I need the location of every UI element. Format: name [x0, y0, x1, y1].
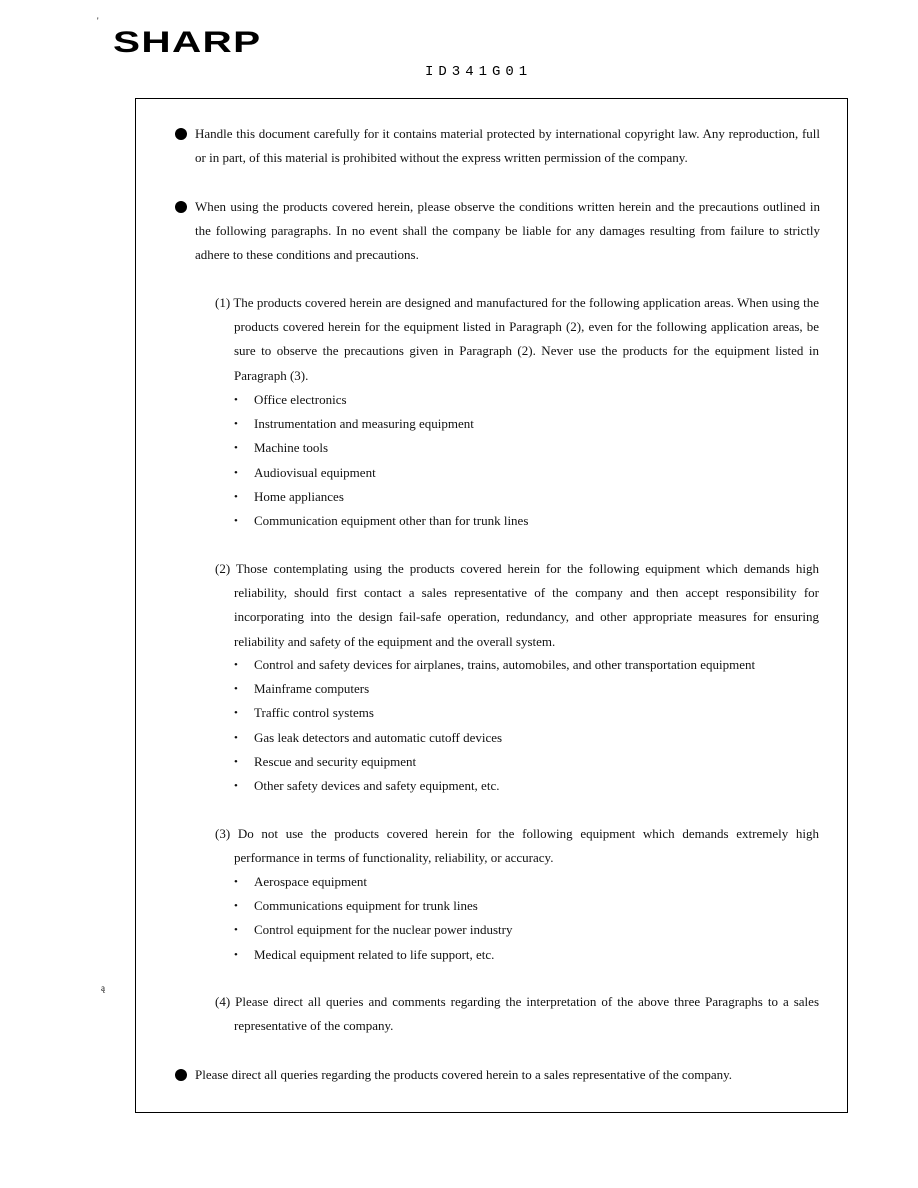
bullet-icon: [175, 201, 187, 213]
paragraph-text: Do not use the products covered herein for the following equipment which demands extremely high performance in terms of functionality, reliability, or accuracy.: [234, 826, 820, 866]
margin-mark: ą: [101, 983, 105, 993]
document-id: ID341G01: [425, 64, 533, 80]
list-item: • Audiovisual equipment: [234, 461, 814, 485]
list-item: • Gas leak detectors and automatic cutoff devices: [234, 726, 824, 750]
bullet-icon: [175, 1069, 187, 1081]
paragraph-number: (4): [215, 994, 231, 1009]
list-item: • Control and safety devices for airplanes, trains, automobiles, and other transportation equipment: [234, 653, 824, 677]
paragraph-3: [215, 822, 819, 870]
list-item: • Control equipment for the nuclear power industry: [234, 918, 814, 942]
list-item: • Other safety devices and safety equipment, etc.: [234, 774, 824, 798]
application-list: [234, 388, 814, 533]
copyright-notice: Handle this document carefully for it contains material protected by international copyright law. Any reproduction, full or in part, of this material is prohibited without the express written permission of the company.: [195, 126, 820, 166]
paragraph-number: (2): [215, 561, 231, 576]
final-notice: Please direct all queries regarding the products covered herein to a sales representative of the company.: [195, 1067, 732, 1082]
prohibited-list: [234, 870, 814, 967]
tick-mark: ': [97, 16, 99, 26]
list-item: • Office electronics: [234, 388, 814, 412]
high-reliability-list: [234, 653, 824, 798]
list-item: • Home appliances: [234, 485, 814, 509]
list-item: • Instrumentation and measuring equipment: [234, 412, 814, 436]
list-item: • Medical equipment related to life support, etc.: [234, 943, 814, 967]
list-item: • Mainframe computers: [234, 677, 824, 701]
bullet-icon: [175, 128, 187, 140]
paragraph-4: [215, 990, 819, 1038]
list-item: • Traffic control systems: [234, 701, 824, 725]
conditions-notice: When using the products covered herein, please observe the conditions written herein and the precautions outlined in the following paragraphs. In no event shall the company be liable for any damages resulting from failure to strictly adhere to these conditions and precautions.: [195, 199, 820, 263]
paragraph-1: [215, 291, 819, 388]
list-item: • Rescue and security equipment: [234, 750, 824, 774]
paragraph-text: The products covered herein are designed and manufactured for the following application areas. When using the products covered herein for the equipment listed in Paragraph (2), even for the following application areas, be sure to observe the precautions given in Paragraph (2). Never use the products for the equipment listed in Paragraph (3).: [233, 295, 819, 383]
list-item: • Communications equipment for trunk lines: [234, 894, 814, 918]
paragraph-2: [215, 557, 819, 654]
sharp-logo: SHARP: [113, 26, 262, 59]
list-item: • Machine tools: [234, 436, 814, 460]
paragraph-number: (1): [215, 295, 231, 310]
paragraph-text: Please direct all queries and comments regarding the interpretation of the above three Paragraphs to a sales representative of the company.: [234, 994, 820, 1034]
list-item: • Communication equipment other than for trunk lines: [234, 509, 814, 533]
paragraph-text: Those contemplating using the products covered herein for the following equipment which demands high reliability, should first contact a sales representative of the company and then accept responsibility for incorporating into the design fail-safe operation, redundancy, and other appropriate measures for ensuring reliability and safety of the equipment and the overall system.: [234, 561, 819, 649]
paragraph-number: (3): [215, 826, 231, 841]
list-item: • Aerospace equipment: [234, 870, 814, 894]
